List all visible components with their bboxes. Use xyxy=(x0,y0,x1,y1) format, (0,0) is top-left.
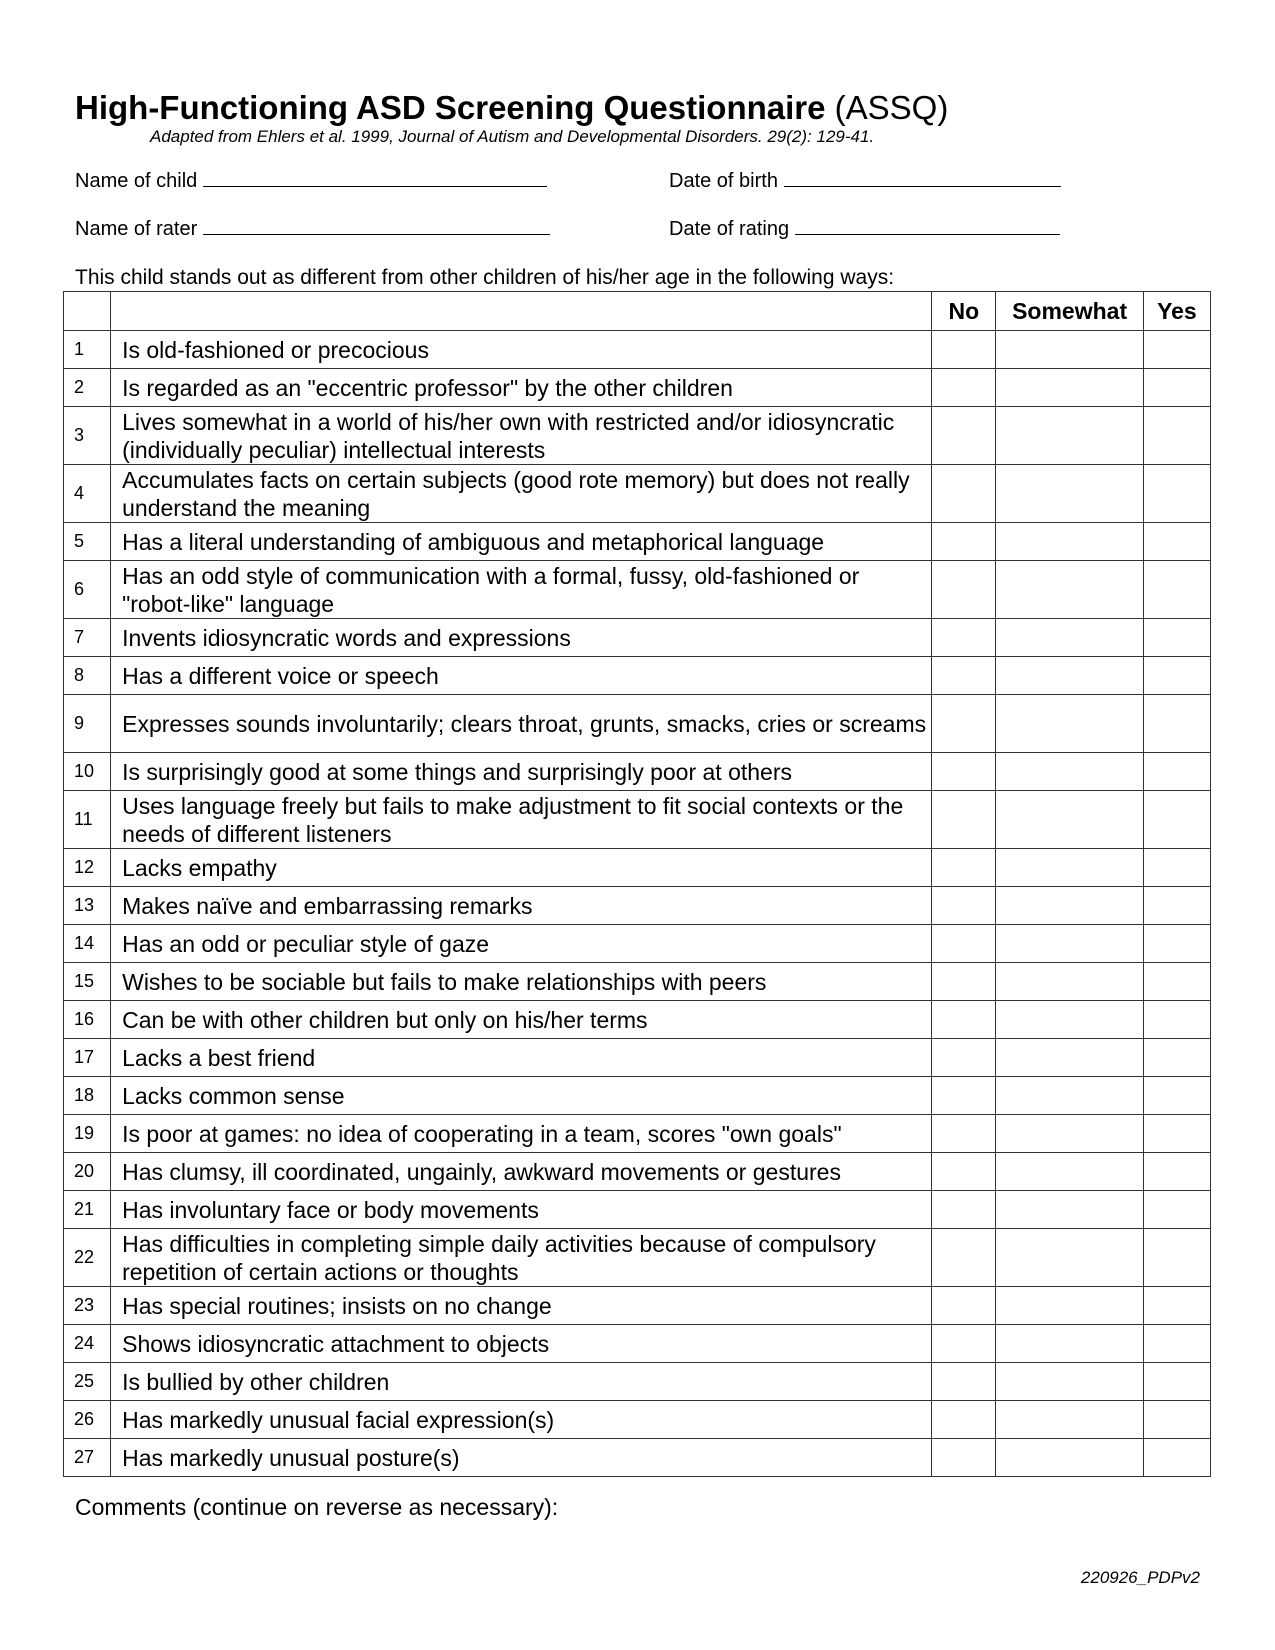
answer-cell-yes[interactable] xyxy=(1143,619,1210,657)
item-number: 14 xyxy=(64,925,111,963)
item-text: Is bullied by other children xyxy=(111,1363,932,1401)
table-row xyxy=(64,407,1211,465)
answer-cell-yes[interactable] xyxy=(1143,561,1210,619)
table-row xyxy=(64,1115,1211,1153)
rating-date-label: Date of rating xyxy=(669,218,790,240)
answer-cell-yes[interactable] xyxy=(1143,465,1210,523)
answer-cell-no[interactable] xyxy=(932,1229,996,1287)
answer-cell-yes[interactable] xyxy=(1143,369,1210,407)
form-code: 220926_PDPv2 xyxy=(1080,1568,1200,1587)
form-subtitle: Adapted from Ehlers et al. 1999, Journal of Autism and Developmental Disorders. 29(2): 129-41. xyxy=(150,127,875,146)
answer-cell-somewhat[interactable] xyxy=(996,1401,1143,1439)
table-row xyxy=(64,849,1211,887)
table-row xyxy=(64,1153,1211,1191)
child-name-field xyxy=(75,168,547,193)
answer-cell-somewhat[interactable] xyxy=(996,1325,1143,1363)
answer-cell-somewhat[interactable] xyxy=(996,1153,1143,1191)
answer-cell-somewhat[interactable] xyxy=(996,925,1143,963)
item-text: Expresses sounds involuntarily; clears throat, grunts, smacks, cries or screams xyxy=(111,695,932,753)
comments-label: Comments (continue on reverse as necessary): xyxy=(75,1494,559,1520)
item-text: Can be with other children but only on his/her terms xyxy=(111,1001,932,1039)
answer-cell-no[interactable] xyxy=(932,331,996,369)
answer-cell-no[interactable] xyxy=(932,523,996,561)
answer-cell-yes[interactable] xyxy=(1143,1439,1210,1477)
item-text: Accumulates facts on certain subjects (good rote memory) but does not really understand the meaning xyxy=(111,465,932,523)
answer-cell-yes[interactable] xyxy=(1143,1363,1210,1401)
item-text: Has markedly unusual posture(s) xyxy=(111,1439,932,1477)
child-name-line[interactable] xyxy=(203,168,547,187)
item-number: 13 xyxy=(64,887,111,925)
answer-cell-somewhat[interactable] xyxy=(996,1039,1143,1077)
answer-cell-no[interactable] xyxy=(932,753,996,791)
table-row xyxy=(64,791,1211,849)
answer-cell-yes[interactable] xyxy=(1143,1287,1210,1325)
table-row xyxy=(64,1363,1211,1401)
answer-cell-yes[interactable] xyxy=(1143,887,1210,925)
header-item xyxy=(111,292,932,331)
item-text: Lives somewhat in a world of his/her own with restricted and/or idiosyncratic (individually peculiar) intellectual interests xyxy=(111,407,932,465)
answer-cell-yes[interactable] xyxy=(1143,331,1210,369)
item-text: Has special routines; insists on no change xyxy=(111,1287,932,1325)
instructions: This child stands out as different from other children of his/her age in the following ways: xyxy=(75,266,895,289)
answer-cell-yes[interactable] xyxy=(1143,1039,1210,1077)
child-name-label: Name of child xyxy=(75,170,198,192)
item-text: Uses language freely but fails to make adjustment to fit social contexts or the needs of different listeners xyxy=(111,791,932,849)
answer-cell-no[interactable] xyxy=(932,1039,996,1077)
item-number: 4 xyxy=(64,465,111,523)
answer-cell-no[interactable] xyxy=(932,1325,996,1363)
item-number: 15 xyxy=(64,963,111,1001)
item-number: 20 xyxy=(64,1153,111,1191)
answer-cell-yes[interactable] xyxy=(1143,1001,1210,1039)
table-row xyxy=(64,1325,1211,1363)
table-row xyxy=(64,657,1211,695)
item-number: 19 xyxy=(64,1115,111,1153)
answer-cell-yes[interactable] xyxy=(1143,1191,1210,1229)
answer-cell-yes[interactable] xyxy=(1143,407,1210,465)
item-number: 16 xyxy=(64,1001,111,1039)
item-text: Lacks a best friend xyxy=(111,1039,932,1077)
answer-cell-no[interactable] xyxy=(932,1287,996,1325)
answer-cell-no[interactable] xyxy=(932,849,996,887)
item-text: Is old-fashioned or precocious xyxy=(111,331,932,369)
item-number: 5 xyxy=(64,523,111,561)
answer-cell-somewhat[interactable] xyxy=(996,657,1143,695)
answer-cell-somewhat[interactable] xyxy=(996,1191,1143,1229)
table-header-row xyxy=(64,292,1211,331)
item-number: 11 xyxy=(64,791,111,849)
answer-cell-somewhat[interactable] xyxy=(996,963,1143,1001)
table-row xyxy=(64,465,1211,523)
item-text: Has an odd style of communication with a formal, fussy, old-fashioned or "robot-like" language xyxy=(111,561,932,619)
answer-cell-somewhat[interactable] xyxy=(996,887,1143,925)
answer-cell-no[interactable] xyxy=(932,887,996,925)
rating-date-field xyxy=(669,216,1060,241)
header-somewhat: Somewhat xyxy=(996,292,1143,331)
item-text: Shows idiosyncratic attachment to objects xyxy=(111,1325,932,1363)
answer-cell-no[interactable] xyxy=(932,1401,996,1439)
table-row xyxy=(64,1039,1211,1077)
rater-name-line[interactable] xyxy=(203,216,550,235)
item-number: 18 xyxy=(64,1077,111,1115)
answer-cell-no[interactable] xyxy=(932,1115,996,1153)
item-number: 25 xyxy=(64,1363,111,1401)
answer-cell-no[interactable] xyxy=(932,657,996,695)
answer-cell-somewhat[interactable] xyxy=(996,1077,1143,1115)
answer-cell-yes[interactable] xyxy=(1143,1325,1210,1363)
item-text: Has markedly unusual facial expression(s) xyxy=(111,1401,932,1439)
answer-cell-no[interactable] xyxy=(932,1191,996,1229)
item-text: Wishes to be sociable but fails to make relationships with peers xyxy=(111,963,932,1001)
form-title-main: High-Functioning ASD Screening Questionnaire xyxy=(75,89,826,126)
questionnaire-table xyxy=(63,291,1211,1477)
item-number: 17 xyxy=(64,1039,111,1077)
answer-cell-yes[interactable] xyxy=(1143,753,1210,791)
rating-date-line[interactable] xyxy=(795,216,1060,235)
answer-cell-no[interactable] xyxy=(932,407,996,465)
item-text: Has difficulties in completing simple daily activities because of compulsory repetition of certain actions or thoughts xyxy=(111,1229,932,1287)
item-number: 2 xyxy=(64,369,111,407)
item-text: Is regarded as an "eccentric professor" by the other children xyxy=(111,369,932,407)
answer-cell-somewhat[interactable] xyxy=(996,695,1143,753)
answer-cell-somewhat[interactable] xyxy=(996,369,1143,407)
answer-cell-somewhat[interactable] xyxy=(996,753,1143,791)
answer-cell-no[interactable] xyxy=(932,1153,996,1191)
dob-label: Date of birth xyxy=(669,170,778,192)
answer-cell-somewhat[interactable] xyxy=(996,1363,1143,1401)
answer-cell-yes[interactable] xyxy=(1143,963,1210,1001)
table-row xyxy=(64,1287,1211,1325)
header-number xyxy=(64,292,111,331)
form-title-abbrev: (ASSQ) xyxy=(834,89,949,126)
answer-cell-somewhat[interactable] xyxy=(996,1115,1143,1153)
rater-name-label: Name of rater xyxy=(75,218,198,240)
item-text: Lacks common sense xyxy=(111,1077,932,1115)
answer-cell-somewhat[interactable] xyxy=(996,561,1143,619)
answer-cell-no[interactable] xyxy=(932,1077,996,1115)
answer-cell-yes[interactable] xyxy=(1143,695,1210,753)
table-row xyxy=(64,331,1211,369)
dob-line[interactable] xyxy=(784,168,1061,187)
item-number: 27 xyxy=(64,1439,111,1477)
answer-cell-somewhat[interactable] xyxy=(996,1001,1143,1039)
answer-cell-yes[interactable] xyxy=(1143,523,1210,561)
table-row xyxy=(64,369,1211,407)
answer-cell-no[interactable] xyxy=(932,925,996,963)
table-row xyxy=(64,887,1211,925)
answer-cell-no[interactable] xyxy=(932,791,996,849)
item-number: 8 xyxy=(64,657,111,695)
item-text: Invents idiosyncratic words and expressions xyxy=(111,619,932,657)
answer-cell-no[interactable] xyxy=(932,963,996,1001)
answer-cell-no[interactable] xyxy=(932,1363,996,1401)
item-number: 1 xyxy=(64,331,111,369)
answer-cell-somewhat[interactable] xyxy=(996,331,1143,369)
item-number: 21 xyxy=(64,1191,111,1229)
table-row xyxy=(64,1439,1211,1477)
table-row xyxy=(64,695,1211,753)
answer-cell-yes[interactable] xyxy=(1143,1401,1210,1439)
table-row xyxy=(64,753,1211,791)
answer-cell-somewhat[interactable] xyxy=(996,1287,1143,1325)
answer-cell-no[interactable] xyxy=(932,619,996,657)
table-row xyxy=(64,619,1211,657)
answer-cell-yes[interactable] xyxy=(1143,1153,1210,1191)
answer-cell-somewhat[interactable] xyxy=(996,619,1143,657)
table-row xyxy=(64,523,1211,561)
answer-cell-yes[interactable] xyxy=(1143,925,1210,963)
item-text: Is surprisingly good at some things and surprisingly poor at others xyxy=(111,753,932,791)
answer-cell-yes[interactable] xyxy=(1143,1229,1210,1287)
rater-name-field xyxy=(75,216,550,241)
item-text: Has an odd or peculiar style of gaze xyxy=(111,925,932,963)
table-row xyxy=(64,963,1211,1001)
item-text: Is poor at games: no idea of cooperating in a team, scores "own goals" xyxy=(111,1115,932,1153)
item-text: Has involuntary face or body movements xyxy=(111,1191,932,1229)
table-row xyxy=(64,925,1211,963)
item-text: Has a different voice or speech xyxy=(111,657,932,695)
answer-cell-somewhat[interactable] xyxy=(996,407,1143,465)
form-title xyxy=(75,88,948,128)
answer-cell-no[interactable] xyxy=(932,561,996,619)
item-number: 23 xyxy=(64,1287,111,1325)
table-row xyxy=(64,1001,1211,1039)
answer-cell-somewhat[interactable] xyxy=(996,1439,1143,1477)
answer-cell-somewhat[interactable] xyxy=(996,849,1143,887)
answer-cell-somewhat[interactable] xyxy=(996,523,1143,561)
answer-cell-yes[interactable] xyxy=(1143,849,1210,887)
answer-cell-no[interactable] xyxy=(932,1001,996,1039)
answer-cell-somewhat[interactable] xyxy=(996,791,1143,849)
answer-cell-no[interactable] xyxy=(932,695,996,753)
item-number: 24 xyxy=(64,1325,111,1363)
answer-cell-no[interactable] xyxy=(932,1439,996,1477)
table-row xyxy=(64,561,1211,619)
item-number: 12 xyxy=(64,849,111,887)
item-number: 9 xyxy=(64,695,111,753)
item-text: Has a literal understanding of ambiguous and metaphorical language xyxy=(111,523,932,561)
item-number: 22 xyxy=(64,1229,111,1287)
header-no: No xyxy=(932,292,996,331)
answer-cell-somewhat[interactable] xyxy=(996,1229,1143,1287)
answer-cell-somewhat[interactable] xyxy=(996,465,1143,523)
table-row xyxy=(64,1077,1211,1115)
dob-field xyxy=(669,168,1061,193)
answer-cell-yes[interactable] xyxy=(1143,791,1210,849)
item-number: 3 xyxy=(64,407,111,465)
item-number: 6 xyxy=(64,561,111,619)
answer-cell-no[interactable] xyxy=(932,465,996,523)
header-yes: Yes xyxy=(1143,292,1210,331)
item-number: 26 xyxy=(64,1401,111,1439)
item-text: Makes naïve and embarrassing remarks xyxy=(111,887,932,925)
table-row xyxy=(64,1401,1211,1439)
table-row xyxy=(64,1229,1211,1287)
item-text: Lacks empathy xyxy=(111,849,932,887)
answer-cell-yes[interactable] xyxy=(1143,657,1210,695)
item-text: Has clumsy, ill coordinated, ungainly, awkward movements or gestures xyxy=(111,1153,932,1191)
item-number: 10 xyxy=(64,753,111,791)
answer-cell-no[interactable] xyxy=(932,369,996,407)
item-number: 7 xyxy=(64,619,111,657)
answer-cell-yes[interactable] xyxy=(1143,1115,1210,1153)
answer-cell-yes[interactable] xyxy=(1143,1077,1210,1115)
table-row xyxy=(64,1191,1211,1229)
